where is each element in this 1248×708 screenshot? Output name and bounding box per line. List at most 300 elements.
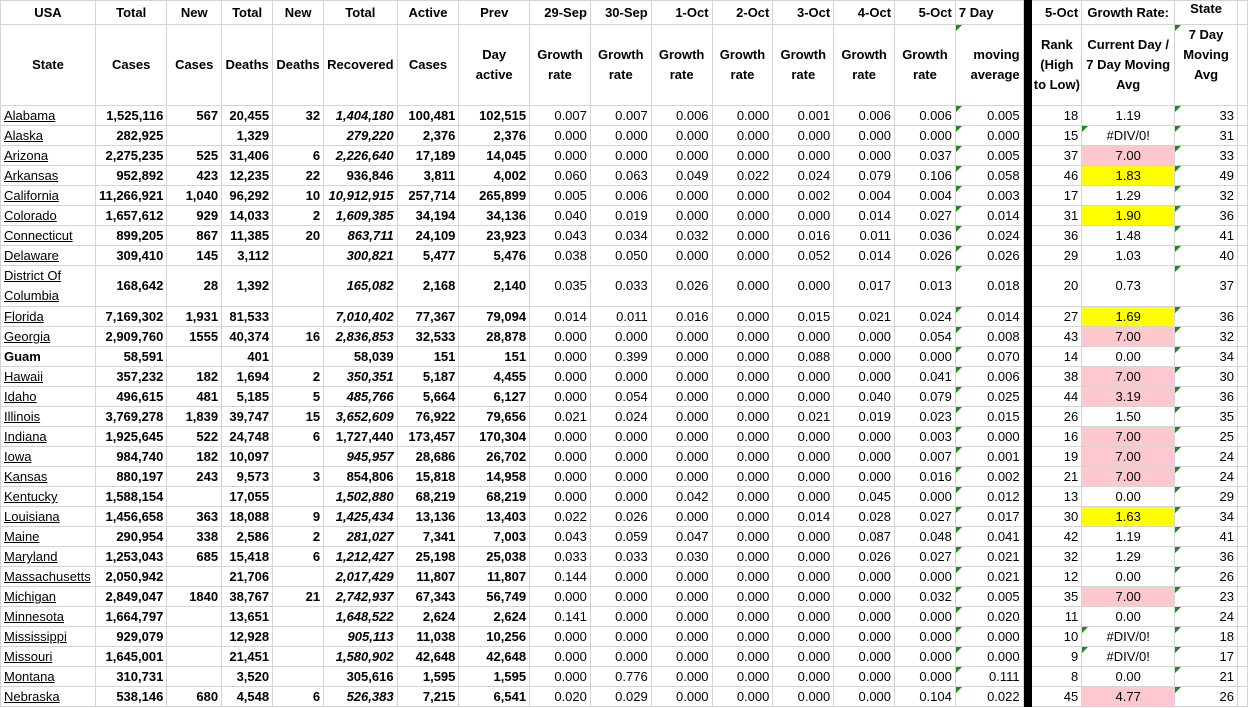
state-name[interactable]: Arkansas [1, 166, 96, 186]
empty-cell[interactable] [1237, 607, 1247, 627]
growth-rate-4-oct[interactable]: 0.028 [834, 507, 895, 527]
header-date[interactable]: 4-Oct [834, 1, 895, 25]
new-cases[interactable]: 525 [167, 146, 222, 166]
empty-cell[interactable] [1237, 206, 1247, 226]
header-date[interactable]: 5-Oct [895, 1, 956, 25]
growth-rate-2-oct[interactable]: 0.000 [712, 607, 773, 627]
total-cases[interactable]: 1,456,658 [95, 507, 166, 527]
current-day-ratio[interactable]: 7.00 [1082, 327, 1175, 347]
state-name[interactable]: Montana [1, 667, 96, 687]
total-deaths[interactable]: 18,088 [222, 507, 273, 527]
prev-day-active[interactable]: 25,038 [459, 547, 530, 567]
empty-cell[interactable] [1237, 106, 1247, 126]
total-deaths[interactable]: 20,455 [222, 106, 273, 126]
total-recovered[interactable]: 1,648,522 [324, 607, 397, 627]
prev-day-active[interactable]: 2,624 [459, 607, 530, 627]
prev-day-active[interactable]: 151 [459, 347, 530, 367]
state-moving-avg[interactable]: 35 [1175, 407, 1238, 427]
growth-rate-29-sep[interactable]: 0.043 [530, 527, 591, 547]
rank[interactable]: 46 [1032, 166, 1082, 186]
active-cases[interactable]: 7,341 [397, 527, 459, 547]
growth-rate-1-oct[interactable]: 0.000 [651, 246, 712, 266]
active-cases[interactable]: 7,215 [397, 687, 459, 707]
state-name[interactable]: Michigan [1, 587, 96, 607]
seven-day-moving-average[interactable]: 0.017 [955, 507, 1023, 527]
growth-rate-1-oct[interactable]: 0.000 [651, 347, 712, 367]
new-deaths[interactable]: 9 [273, 507, 324, 527]
rank[interactable]: 10 [1032, 627, 1082, 647]
growth-rate-2-oct[interactable]: 0.000 [712, 567, 773, 587]
growth-rate-2-oct[interactable]: 0.000 [712, 367, 773, 387]
state-name[interactable]: Florida [1, 307, 96, 327]
seven-day-moving-average[interactable]: 0.058 [955, 166, 1023, 186]
total-deaths[interactable]: 5,185 [222, 387, 273, 407]
header-growth-rate[interactable]: Growth rate [712, 25, 773, 106]
growth-rate-30-sep[interactable]: 0.000 [590, 126, 651, 146]
rank[interactable]: 8 [1032, 667, 1082, 687]
seven-day-moving-average[interactable]: 0.000 [955, 627, 1023, 647]
current-day-ratio[interactable]: 3.19 [1082, 387, 1175, 407]
current-day-ratio[interactable]: #DIV/0! [1082, 126, 1175, 146]
total-cases[interactable]: 1,645,001 [95, 647, 166, 667]
empty-cell[interactable] [1237, 527, 1247, 547]
prev-day-active[interactable]: 11,807 [459, 567, 530, 587]
seven-day-moving-average[interactable]: 0.014 [955, 206, 1023, 226]
growth-rate-3-oct[interactable]: 0.000 [773, 387, 834, 407]
growth-rate-30-sep[interactable]: 0.000 [590, 647, 651, 667]
total-recovered[interactable]: 854,806 [324, 467, 397, 487]
header-new[interactable]: New [273, 1, 324, 25]
seven-day-moving-average[interactable]: 0.000 [955, 427, 1023, 447]
growth-rate-2-oct[interactable]: 0.000 [712, 627, 773, 647]
state-moving-avg[interactable]: 30 [1175, 367, 1238, 387]
growth-rate-30-sep[interactable]: 0.011 [590, 307, 651, 327]
total-cases[interactable]: 496,615 [95, 387, 166, 407]
total-recovered[interactable]: 485,766 [324, 387, 397, 407]
state-moving-avg[interactable]: 17 [1175, 647, 1238, 667]
growth-rate-30-sep[interactable]: 0.019 [590, 206, 651, 226]
prev-day-active[interactable]: 34,136 [459, 206, 530, 226]
growth-rate-30-sep[interactable]: 0.050 [590, 246, 651, 266]
header-growth-rate[interactable]: Growth rate [530, 25, 591, 106]
new-cases[interactable]: 1,931 [167, 307, 222, 327]
header-recovered[interactable]: Recovered [324, 25, 397, 106]
current-day-ratio[interactable]: 1.19 [1082, 106, 1175, 126]
total-deaths[interactable]: 9,573 [222, 467, 273, 487]
growth-rate-29-sep[interactable]: 0.000 [530, 126, 591, 146]
current-day-ratio[interactable]: 0.00 [1082, 667, 1175, 687]
seven-day-moving-average[interactable]: 0.005 [955, 106, 1023, 126]
growth-rate-4-oct[interactable]: 0.004 [834, 186, 895, 206]
new-cases[interactable]: 243 [167, 467, 222, 487]
header-date[interactable]: 2-Oct [712, 1, 773, 25]
total-cases[interactable]: 290,954 [95, 527, 166, 547]
empty-cell[interactable] [1237, 447, 1247, 467]
growth-rate-5-oct[interactable]: 0.048 [895, 527, 956, 547]
state-moving-avg[interactable]: 41 [1175, 527, 1238, 547]
header-growth-rate[interactable]: Growth rate [834, 25, 895, 106]
total-deaths[interactable]: 10,097 [222, 447, 273, 467]
active-cases[interactable]: 3,811 [397, 166, 459, 186]
total-deaths[interactable]: 1,694 [222, 367, 273, 387]
new-cases[interactable] [167, 667, 222, 687]
growth-rate-29-sep[interactable]: 0.022 [530, 507, 591, 527]
growth-rate-3-oct[interactable]: 0.000 [773, 687, 834, 707]
total-deaths[interactable]: 3,520 [222, 667, 273, 687]
rank[interactable]: 21 [1032, 467, 1082, 487]
new-cases[interactable]: 567 [167, 106, 222, 126]
growth-rate-30-sep[interactable]: 0.006 [590, 186, 651, 206]
growth-rate-3-oct[interactable]: 0.002 [773, 186, 834, 206]
prev-day-active[interactable]: 2,376 [459, 126, 530, 146]
total-recovered[interactable]: 2,226,640 [324, 146, 397, 166]
growth-rate-5-oct[interactable]: 0.036 [895, 226, 956, 246]
growth-rate-2-oct[interactable]: 0.000 [712, 146, 773, 166]
header-cases[interactable]: Cases [95, 25, 166, 106]
growth-rate-3-oct[interactable]: 0.014 [773, 507, 834, 527]
total-cases[interactable]: 2,909,760 [95, 327, 166, 347]
new-cases[interactable]: 363 [167, 507, 222, 527]
total-recovered[interactable]: 10,912,915 [324, 186, 397, 206]
seven-day-moving-average[interactable]: 0.000 [955, 647, 1023, 667]
rank[interactable]: 12 [1032, 567, 1082, 587]
active-cases[interactable]: 32,533 [397, 327, 459, 347]
prev-day-active[interactable]: 10,256 [459, 627, 530, 647]
new-deaths[interactable]: 6 [273, 427, 324, 447]
total-deaths[interactable]: 31,406 [222, 146, 273, 166]
active-cases[interactable]: 17,189 [397, 146, 459, 166]
total-cases[interactable]: 310,731 [95, 667, 166, 687]
header-rank[interactable]: Rank (High to Low) [1032, 25, 1082, 106]
state-moving-avg[interactable]: 29 [1175, 487, 1238, 507]
growth-rate-30-sep[interactable]: 0.033 [590, 266, 651, 307]
growth-rate-3-oct[interactable]: 0.000 [773, 206, 834, 226]
seven-day-moving-average[interactable]: 0.012 [955, 487, 1023, 507]
rank[interactable]: 27 [1032, 307, 1082, 327]
new-deaths[interactable] [273, 487, 324, 507]
empty-cell[interactable] [1237, 487, 1247, 507]
new-deaths[interactable]: 22 [273, 166, 324, 186]
growth-rate-2-oct[interactable]: 0.000 [712, 347, 773, 367]
growth-rate-5-oct[interactable]: 0.000 [895, 647, 956, 667]
growth-rate-1-oct[interactable]: 0.000 [651, 327, 712, 347]
growth-rate-29-sep[interactable]: 0.007 [530, 106, 591, 126]
empty-cell[interactable] [1237, 126, 1247, 146]
growth-rate-3-oct[interactable]: 0.000 [773, 367, 834, 387]
header-date[interactable]: 3-Oct [773, 1, 834, 25]
total-cases[interactable]: 58,591 [95, 347, 166, 367]
growth-rate-4-oct[interactable]: 0.019 [834, 407, 895, 427]
empty-cell[interactable] [1237, 25, 1247, 106]
growth-rate-3-oct[interactable]: 0.000 [773, 146, 834, 166]
seven-day-moving-average[interactable]: 0.008 [955, 327, 1023, 347]
state-name[interactable]: Missouri [1, 647, 96, 667]
growth-rate-1-oct[interactable]: 0.000 [651, 146, 712, 166]
current-day-ratio[interactable]: 0.00 [1082, 607, 1175, 627]
empty-cell[interactable] [1237, 687, 1247, 707]
current-day-ratio[interactable]: 1.50 [1082, 407, 1175, 427]
growth-rate-5-oct[interactable]: 0.000 [895, 487, 956, 507]
growth-rate-1-oct[interactable]: 0.000 [651, 627, 712, 647]
total-cases[interactable]: 984,740 [95, 447, 166, 467]
seven-day-moving-average[interactable]: 0.000 [955, 126, 1023, 146]
total-deaths[interactable]: 12,235 [222, 166, 273, 186]
growth-rate-29-sep[interactable]: 0.038 [530, 246, 591, 266]
empty-cell[interactable] [1237, 307, 1247, 327]
growth-rate-4-oct[interactable]: 0.011 [834, 226, 895, 246]
rank[interactable]: 26 [1032, 407, 1082, 427]
rank[interactable]: 15 [1032, 126, 1082, 146]
state-name[interactable]: Maryland [1, 547, 96, 567]
total-cases[interactable]: 11,266,921 [95, 186, 166, 206]
rank[interactable]: 29 [1032, 246, 1082, 266]
growth-rate-3-oct[interactable]: 0.000 [773, 587, 834, 607]
current-day-ratio[interactable]: 1.29 [1082, 186, 1175, 206]
new-deaths[interactable]: 6 [273, 687, 324, 707]
growth-rate-3-oct[interactable]: 0.000 [773, 667, 834, 687]
total-recovered[interactable]: 1,580,902 [324, 647, 397, 667]
growth-rate-2-oct[interactable]: 0.000 [712, 647, 773, 667]
growth-rate-5-oct[interactable]: 0.000 [895, 567, 956, 587]
new-deaths[interactable]: 21 [273, 587, 324, 607]
new-cases[interactable] [167, 627, 222, 647]
growth-rate-29-sep[interactable]: 0.014 [530, 307, 591, 327]
growth-rate-29-sep[interactable]: 0.144 [530, 567, 591, 587]
growth-rate-5-oct[interactable]: 0.027 [895, 507, 956, 527]
total-deaths[interactable]: 401 [222, 347, 273, 367]
current-day-ratio[interactable]: #DIV/0! [1082, 647, 1175, 667]
header-day-active[interactable]: Day active [459, 25, 530, 106]
growth-rate-30-sep[interactable]: 0.000 [590, 607, 651, 627]
seven-day-moving-average[interactable]: 0.022 [955, 687, 1023, 707]
growth-rate-2-oct[interactable]: 0.000 [712, 587, 773, 607]
total-deaths[interactable]: 21,451 [222, 647, 273, 667]
growth-rate-1-oct[interactable]: 0.000 [651, 647, 712, 667]
current-day-ratio[interactable]: 7.00 [1082, 427, 1175, 447]
growth-rate-5-oct[interactable]: 0.000 [895, 126, 956, 146]
active-cases[interactable]: 11,807 [397, 567, 459, 587]
new-cases[interactable]: 1840 [167, 587, 222, 607]
seven-day-moving-average[interactable]: 0.001 [955, 447, 1023, 467]
seven-day-moving-average[interactable]: 0.025 [955, 387, 1023, 407]
growth-rate-29-sep[interactable]: 0.033 [530, 547, 591, 567]
total-cases[interactable]: 538,146 [95, 687, 166, 707]
growth-rate-3-oct[interactable]: 0.088 [773, 347, 834, 367]
new-deaths[interactable]: 15 [273, 407, 324, 427]
growth-rate-3-oct[interactable]: 0.021 [773, 407, 834, 427]
growth-rate-29-sep[interactable]: 0.060 [530, 166, 591, 186]
header-new[interactable]: New [167, 1, 222, 25]
growth-rate-29-sep[interactable]: 0.000 [530, 427, 591, 447]
growth-rate-30-sep[interactable]: 0.029 [590, 687, 651, 707]
growth-rate-30-sep[interactable]: 0.399 [590, 347, 651, 367]
rank[interactable]: 13 [1032, 487, 1082, 507]
growth-rate-5-oct[interactable]: 0.037 [895, 146, 956, 166]
growth-rate-4-oct[interactable]: 0.000 [834, 627, 895, 647]
state-moving-avg[interactable]: 21 [1175, 667, 1238, 687]
total-recovered[interactable]: 1,212,427 [324, 547, 397, 567]
growth-rate-4-oct[interactable]: 0.000 [834, 467, 895, 487]
growth-rate-2-oct[interactable]: 0.000 [712, 547, 773, 567]
growth-rate-30-sep[interactable]: 0.054 [590, 387, 651, 407]
growth-rate-2-oct[interactable]: 0.000 [712, 266, 773, 307]
total-recovered[interactable]: 945,957 [324, 447, 397, 467]
empty-cell[interactable] [1237, 226, 1247, 246]
growth-rate-29-sep[interactable]: 0.000 [530, 146, 591, 166]
prev-day-active[interactable]: 56,749 [459, 587, 530, 607]
total-cases[interactable]: 952,892 [95, 166, 166, 186]
total-recovered[interactable]: 2,017,429 [324, 567, 397, 587]
new-deaths[interactable] [273, 647, 324, 667]
active-cases[interactable]: 25,198 [397, 547, 459, 567]
growth-rate-4-oct[interactable]: 0.014 [834, 206, 895, 226]
growth-rate-5-oct[interactable]: 0.000 [895, 347, 956, 367]
growth-rate-3-oct[interactable]: 0.024 [773, 166, 834, 186]
rank[interactable]: 11 [1032, 607, 1082, 627]
total-recovered[interactable]: 350,351 [324, 367, 397, 387]
growth-rate-3-oct[interactable]: 0.000 [773, 427, 834, 447]
new-cases[interactable] [167, 567, 222, 587]
growth-rate-3-oct[interactable]: 0.000 [773, 607, 834, 627]
state-name[interactable]: Indiana [1, 427, 96, 447]
state-name[interactable]: Louisiana [1, 507, 96, 527]
growth-rate-29-sep[interactable]: 0.000 [530, 647, 591, 667]
growth-rate-3-oct[interactable]: 0.001 [773, 106, 834, 126]
total-cases[interactable]: 2,275,235 [95, 146, 166, 166]
prev-day-active[interactable]: 14,045 [459, 146, 530, 166]
prev-day-active[interactable]: 79,656 [459, 407, 530, 427]
total-deaths[interactable]: 40,374 [222, 327, 273, 347]
empty-cell[interactable] [1237, 327, 1247, 347]
total-cases[interactable]: 1,657,612 [95, 206, 166, 226]
total-deaths[interactable]: 11,385 [222, 226, 273, 246]
growth-rate-29-sep[interactable]: 0.000 [530, 447, 591, 467]
active-cases[interactable]: 5,187 [397, 367, 459, 387]
prev-day-active[interactable]: 68,219 [459, 487, 530, 507]
new-deaths[interactable] [273, 567, 324, 587]
growth-rate-5-oct[interactable]: 0.007 [895, 447, 956, 467]
growth-rate-4-oct[interactable]: 0.040 [834, 387, 895, 407]
growth-rate-5-oct[interactable]: 0.032 [895, 587, 956, 607]
prev-day-active[interactable]: 28,878 [459, 327, 530, 347]
header-cases[interactable]: Cases [167, 25, 222, 106]
prev-day-active[interactable]: 6,127 [459, 387, 530, 407]
growth-rate-1-oct[interactable]: 0.000 [651, 687, 712, 707]
new-deaths[interactable]: 6 [273, 547, 324, 567]
growth-rate-5-oct[interactable]: 0.041 [895, 367, 956, 387]
new-deaths[interactable] [273, 347, 324, 367]
empty-cell[interactable] [1237, 347, 1247, 367]
growth-rate-29-sep[interactable]: 0.000 [530, 487, 591, 507]
state-moving-avg[interactable]: 18 [1175, 627, 1238, 647]
growth-rate-1-oct[interactable]: 0.000 [651, 206, 712, 226]
rank[interactable]: 35 [1032, 587, 1082, 607]
growth-rate-29-sep[interactable]: 0.021 [530, 407, 591, 427]
total-recovered[interactable]: 1,609,385 [324, 206, 397, 226]
growth-rate-29-sep[interactable]: 0.000 [530, 387, 591, 407]
rank[interactable]: 14 [1032, 347, 1082, 367]
new-cases[interactable]: 1,839 [167, 407, 222, 427]
header-cases[interactable]: Cases [397, 25, 459, 106]
growth-rate-29-sep[interactable]: 0.000 [530, 467, 591, 487]
prev-day-active[interactable]: 14,958 [459, 467, 530, 487]
empty-cell[interactable] [1237, 627, 1247, 647]
growth-rate-2-oct[interactable]: 0.000 [712, 226, 773, 246]
growth-rate-3-oct[interactable]: 0.052 [773, 246, 834, 266]
growth-rate-1-oct[interactable]: 0.000 [651, 186, 712, 206]
new-cases[interactable]: 867 [167, 226, 222, 246]
new-deaths[interactable]: 3 [273, 467, 324, 487]
seven-day-moving-average[interactable]: 0.002 [955, 467, 1023, 487]
total-cases[interactable]: 1,664,797 [95, 607, 166, 627]
total-recovered[interactable]: 1,404,180 [324, 106, 397, 126]
current-day-ratio[interactable]: 7.00 [1082, 467, 1175, 487]
state-name[interactable]: Arizona [1, 146, 96, 166]
total-deaths[interactable]: 12,928 [222, 627, 273, 647]
empty-cell[interactable] [1237, 186, 1247, 206]
new-cases[interactable] [167, 487, 222, 507]
current-day-ratio[interactable]: 7.00 [1082, 367, 1175, 387]
prev-day-active[interactable]: 4,002 [459, 166, 530, 186]
active-cases[interactable]: 100,481 [397, 106, 459, 126]
new-cases[interactable]: 685 [167, 547, 222, 567]
state-name[interactable]: Connecticut [1, 226, 96, 246]
empty-cell[interactable] [1237, 507, 1247, 527]
growth-rate-30-sep[interactable]: 0.007 [590, 106, 651, 126]
growth-rate-1-oct[interactable]: 0.026 [651, 266, 712, 307]
total-cases[interactable]: 899,205 [95, 226, 166, 246]
growth-rate-2-oct[interactable]: 0.000 [712, 407, 773, 427]
empty-cell[interactable] [1237, 567, 1247, 587]
active-cases[interactable]: 173,457 [397, 427, 459, 447]
state-moving-avg[interactable]: 36 [1175, 307, 1238, 327]
growth-rate-2-oct[interactable]: 0.000 [712, 106, 773, 126]
growth-rate-2-oct[interactable]: 0.000 [712, 387, 773, 407]
active-cases[interactable]: 257,714 [397, 186, 459, 206]
seven-day-moving-average[interactable]: 0.024 [955, 226, 1023, 246]
current-day-ratio[interactable]: 0.00 [1082, 567, 1175, 587]
growth-rate-29-sep[interactable]: 0.000 [530, 667, 591, 687]
growth-rate-30-sep[interactable]: 0.000 [590, 427, 651, 447]
total-cases[interactable]: 168,642 [95, 266, 166, 307]
growth-rate-30-sep[interactable]: 0.000 [590, 587, 651, 607]
header-moving-avg[interactable]: 7 Day Moving Avg [1175, 25, 1238, 106]
total-cases[interactable]: 1,525,116 [95, 106, 166, 126]
rank[interactable]: 19 [1032, 447, 1082, 467]
empty-cell[interactable] [1237, 427, 1247, 447]
growth-rate-30-sep[interactable]: 0.000 [590, 467, 651, 487]
state-name[interactable]: Colorado [1, 206, 96, 226]
empty-cell[interactable] [1237, 587, 1247, 607]
growth-rate-5-oct[interactable]: 0.004 [895, 186, 956, 206]
growth-rate-29-sep[interactable]: 0.005 [530, 186, 591, 206]
state-moving-avg[interactable]: 24 [1175, 607, 1238, 627]
growth-rate-1-oct[interactable]: 0.006 [651, 106, 712, 126]
total-recovered[interactable]: 863,711 [324, 226, 397, 246]
growth-rate-4-oct[interactable]: 0.000 [834, 427, 895, 447]
growth-rate-29-sep[interactable]: 0.000 [530, 587, 591, 607]
state-moving-avg[interactable]: 32 [1175, 186, 1238, 206]
rank[interactable]: 17 [1032, 186, 1082, 206]
total-cases[interactable]: 2,050,942 [95, 567, 166, 587]
current-day-ratio[interactable]: 0.00 [1082, 487, 1175, 507]
total-recovered[interactable]: 305,616 [324, 667, 397, 687]
total-recovered[interactable]: 1,502,880 [324, 487, 397, 507]
seven-day-moving-average[interactable]: 0.005 [955, 587, 1023, 607]
growth-rate-1-oct[interactable]: 0.000 [651, 387, 712, 407]
growth-rate-29-sep[interactable]: 0.043 [530, 226, 591, 246]
new-cases[interactable]: 522 [167, 427, 222, 447]
